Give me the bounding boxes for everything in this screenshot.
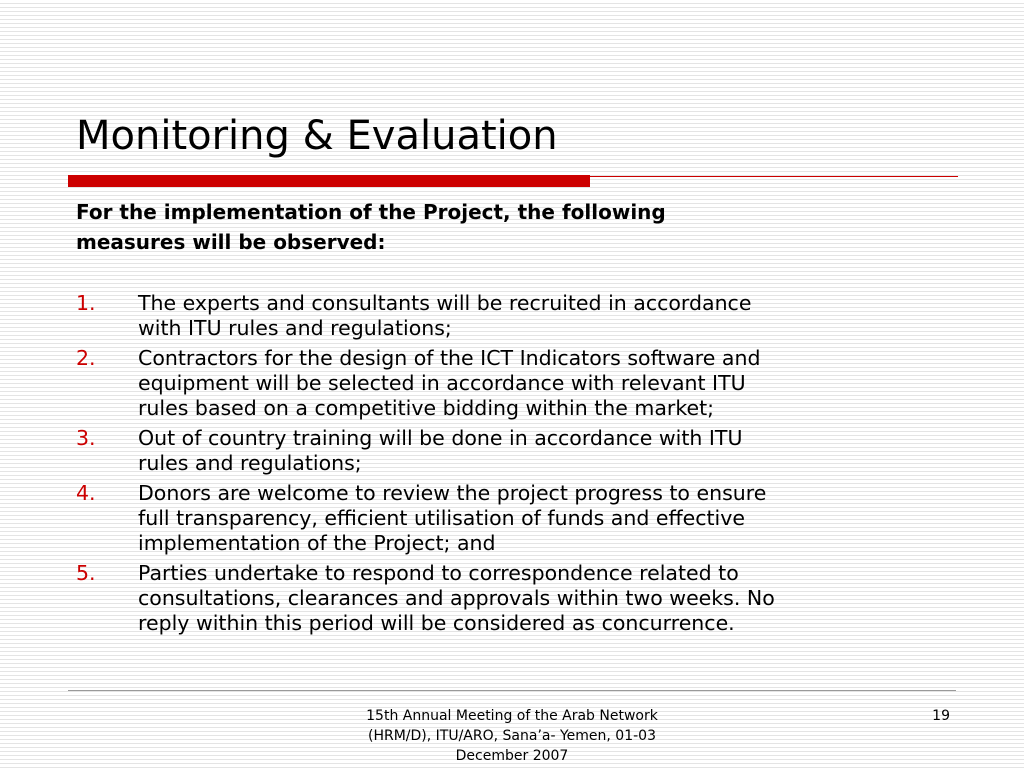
footer-line: December 2007 (455, 748, 569, 764)
measure-item-3 (76, 426, 956, 476)
measure-item-2 (76, 346, 956, 421)
footer-line: (HRM/D), ITU/ARO, Sana’a- Yemen, 01-03 (368, 728, 656, 744)
intro-line: For the implementation of the Project, the following (76, 200, 666, 224)
measure-number: 3. (76, 426, 96, 450)
title-underline-bar (68, 175, 590, 187)
measure-line: full transparency, efficient utilisation of funds and effective (138, 506, 745, 530)
measure-item-4 (76, 481, 956, 556)
intro-line: measures will be observed: (76, 230, 386, 254)
footer-caption (312, 706, 712, 766)
measure-line: Out of country training will be done in accordance with ITU (138, 426, 743, 450)
footer-line: 15th Annual Meeting of the Arab Network (366, 708, 658, 724)
measure-number: 1. (76, 291, 96, 315)
measure-line: consultations, clearances and approvals within two weeks. No (138, 586, 775, 610)
measure-line: The experts and consultants will be recruited in accordance (138, 291, 752, 315)
footer-divider (68, 690, 956, 691)
intro-text (76, 197, 956, 257)
measure-item-1 (76, 291, 956, 341)
page-number: 19 (932, 708, 950, 724)
slide-title: Monitoring & Evaluation (76, 113, 558, 159)
measure-line: Donors are welcome to review the project progress to ensure (138, 481, 767, 505)
measure-line: rules based on a competitive bidding within the market; (138, 396, 715, 420)
measure-line: implementation of the Project; and (138, 531, 496, 555)
measure-line: Parties undertake to respond to correspondence related to (138, 561, 739, 585)
measures-list (76, 291, 956, 641)
measure-line: reply within this period will be considered as concurrence. (138, 611, 735, 635)
measure-line: with ITU rules and regulations; (138, 316, 452, 340)
measure-number: 2. (76, 346, 96, 370)
measure-line: equipment will be selected in accordance with relevant ITU (138, 371, 746, 395)
measure-number: 4. (76, 481, 96, 505)
measure-line: rules and regulations; (138, 451, 362, 475)
measure-line: Contractors for the design of the ICT Indicators software and (138, 346, 761, 370)
title-underline-thin-line (590, 176, 958, 177)
measure-number: 5. (76, 561, 96, 585)
measure-item-5 (76, 561, 956, 636)
